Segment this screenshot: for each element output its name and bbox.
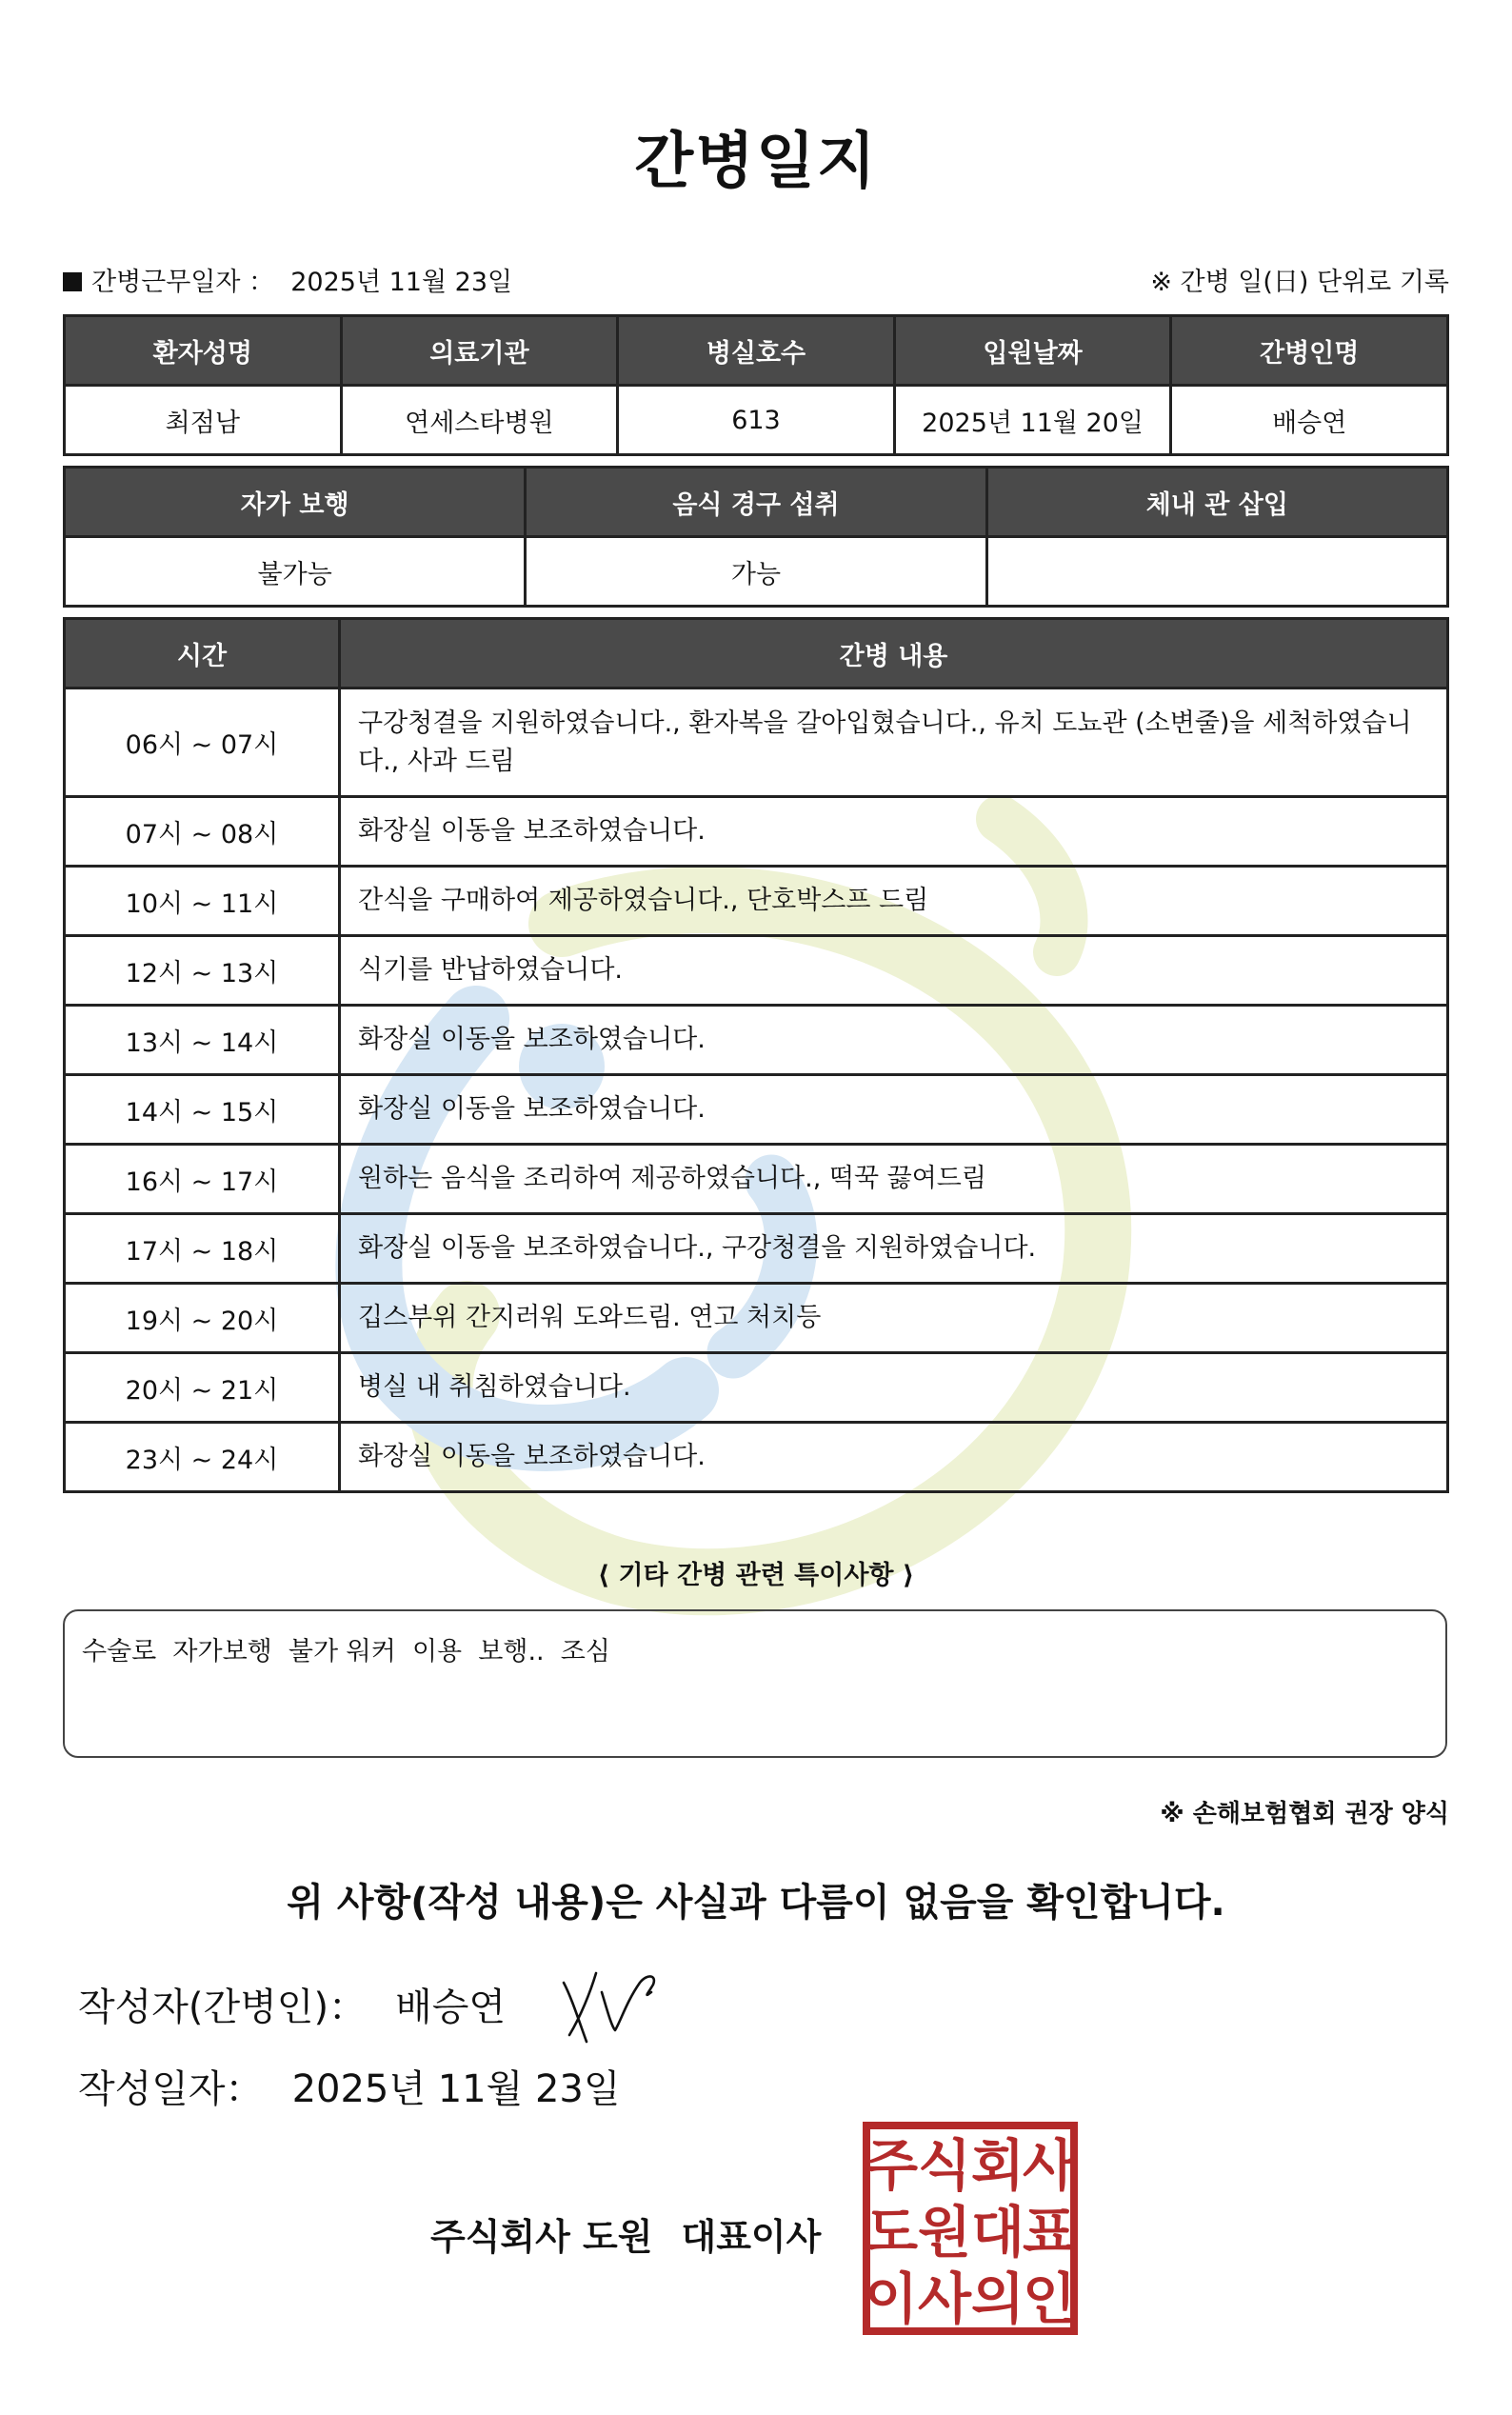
table-row xyxy=(65,1214,1448,1284)
table-row xyxy=(65,1145,1448,1214)
svg-text:의: 의 xyxy=(970,2266,1025,2331)
log-time: 13시 ~ 14시 xyxy=(65,1006,340,1075)
notes-title: ⟨ 기타 간병 관련 특이사항 ⟩ xyxy=(597,1561,915,1590)
oral-intake: 가능 xyxy=(526,537,986,607)
table-row xyxy=(65,689,1448,797)
svg-text:사: 사 xyxy=(917,2266,972,2331)
log-content: 화장실 이동을 보조하였습니다. xyxy=(340,1423,1448,1492)
svg-text:인: 인 xyxy=(1022,2266,1077,2331)
written-date-value: 2025년 11월 23일 xyxy=(291,2067,621,2111)
log-time: 14시 ~ 15시 xyxy=(65,1075,340,1145)
svg-text:식: 식 xyxy=(917,2133,972,2198)
svg-text:도: 도 xyxy=(864,2200,919,2265)
header-tube-insertion: 체내 관 삽입 xyxy=(986,468,1447,537)
log-content: 화장실 이동을 보조하였습니다. xyxy=(340,1075,1448,1145)
table-row xyxy=(65,1353,1448,1423)
log-time: 06시 ~ 07시 xyxy=(65,689,340,797)
company-signature xyxy=(430,2207,821,2260)
patient-table-header xyxy=(65,316,1448,386)
header-self-walking: 자가 보행 xyxy=(65,468,526,537)
table-row xyxy=(65,797,1448,867)
table-row xyxy=(65,1075,1448,1145)
company-name: 주식회사 도원 xyxy=(430,2216,653,2258)
work-date-value: 2025년 11월 23일 xyxy=(290,268,513,297)
log-content: 화장실 이동을 보조하였습니다. xyxy=(340,797,1448,867)
log-time: 16시 ~ 17시 xyxy=(65,1145,340,1214)
header-patient-name: 환자성명 xyxy=(65,316,342,386)
header-caregiver-name: 간병인명 xyxy=(1171,316,1448,386)
log-time: 10시 ~ 11시 xyxy=(65,867,340,936)
log-content: 원하는 음식을 조리하여 제공하였습니다., 떡꾹 끓여드림 xyxy=(340,1145,1448,1214)
room-number: 613 xyxy=(618,386,895,455)
record-note: ※ 간병 일(日) 단위로 기록 xyxy=(1150,268,1449,297)
log-content: 화장실 이동을 보조하였습니다., 구강청결을 지원하였습니다. xyxy=(340,1214,1448,1284)
log-time: 19시 ~ 20시 xyxy=(65,1284,340,1353)
company-seal-stamp xyxy=(863,2122,1078,2335)
writer-row xyxy=(78,1977,506,2031)
written-date-label: 작성일자： xyxy=(78,2067,264,2111)
caregiver-name: 배승연 xyxy=(1171,386,1448,455)
header-hospital: 의료기관 xyxy=(341,316,618,386)
patient-name: 최점남 xyxy=(65,386,342,455)
hospital: 연세스타병원 xyxy=(341,386,618,455)
company-rep: 대표이사 xyxy=(681,2216,822,2258)
recommend-note: ※ 손해보험협회 권장 양식 xyxy=(1160,1800,1449,1828)
svg-text:사: 사 xyxy=(1022,2133,1077,2198)
svg-text:회: 회 xyxy=(970,2133,1025,2198)
svg-text:표: 표 xyxy=(1022,2200,1077,2265)
status-table xyxy=(63,466,1449,608)
written-date-row xyxy=(78,2059,621,2113)
handwritten-signature xyxy=(552,1954,676,2049)
care-log-header xyxy=(65,619,1448,689)
log-content: 식기를 반납하였습니다. xyxy=(340,936,1448,1006)
status-table-header xyxy=(65,468,1448,537)
work-date xyxy=(63,261,512,298)
work-date-label: 간병근무일자 ： xyxy=(91,268,275,297)
table-row xyxy=(65,867,1448,936)
writer-label: 작성자(간병인)： xyxy=(78,1986,368,2029)
header-care-content: 간병 내용 xyxy=(340,619,1448,689)
admission-date: 2025년 11월 20일 xyxy=(894,386,1171,455)
patient-table-values xyxy=(65,386,1448,455)
log-content: 화장실 이동을 보조하였습니다. xyxy=(340,1006,1448,1075)
table-row xyxy=(65,936,1448,1006)
table-row xyxy=(65,1006,1448,1075)
table-row xyxy=(65,1284,1448,1353)
log-content: 간식을 구매하여 제공하였습니다., 단호박스프 드림 xyxy=(340,867,1448,936)
table-row xyxy=(65,1423,1448,1492)
writer-name: 배승연 xyxy=(395,1986,506,2029)
square-bullet-icon xyxy=(63,272,82,291)
log-time: 20시 ~ 21시 xyxy=(65,1353,340,1423)
svg-text:원: 원 xyxy=(917,2200,972,2265)
self-walking: 불가능 xyxy=(65,537,526,607)
svg-text:대: 대 xyxy=(970,2200,1025,2265)
care-log-table xyxy=(63,617,1449,1493)
status-table-values xyxy=(65,537,1448,607)
header-oral-intake: 음식 경구 섭취 xyxy=(526,468,986,537)
svg-text:주: 주 xyxy=(864,2133,919,2198)
log-time: 07시 ~ 08시 xyxy=(65,797,340,867)
notes-box: 수술로 자가보행 불가 워커 이용 보행.. 조심 xyxy=(63,1609,1447,1758)
log-time: 23시 ~ 24시 xyxy=(65,1423,340,1492)
log-time: 17시 ~ 18시 xyxy=(65,1214,340,1284)
svg-text:이: 이 xyxy=(864,2266,919,2331)
confirm-statement: 위 사항(작성 내용)은 사실과 다름이 없음을 확인합니다. xyxy=(287,1881,1225,1925)
tube-insertion xyxy=(986,537,1447,607)
log-content: 병실 내 취침하였습니다. xyxy=(340,1353,1448,1423)
log-content: 구강청결을 지원하였습니다., 환자복을 갈아입혔습니다., 유치 도뇨관 (소변줄)을 세척하였습니다., 사과 드림 xyxy=(340,689,1448,797)
page-title: 간병일지 xyxy=(634,127,878,197)
patient-table xyxy=(63,314,1449,456)
log-content: 깁스부위 간지러워 도와드림. 연고 처치등 xyxy=(340,1284,1448,1353)
header-admission-date: 입원날짜 xyxy=(894,316,1171,386)
log-time: 12시 ~ 13시 xyxy=(65,936,340,1006)
header-time: 시간 xyxy=(65,619,340,689)
header-room-number: 병실호수 xyxy=(618,316,895,386)
